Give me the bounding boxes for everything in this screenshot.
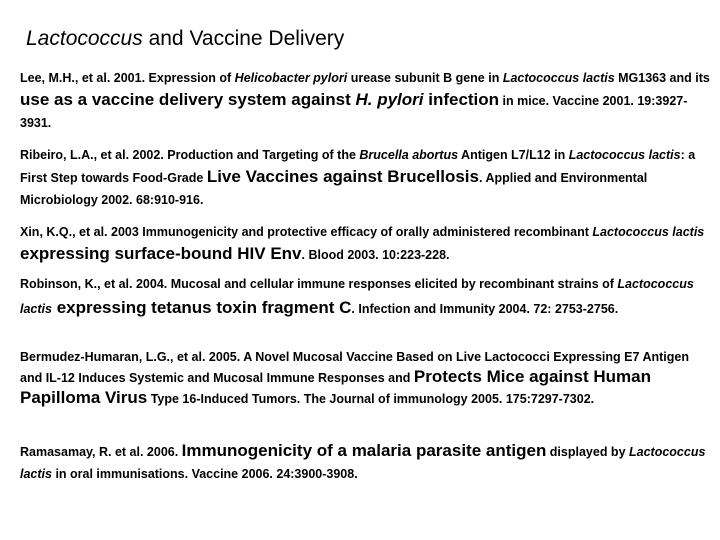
ref-italic: Lactococcus lactis	[568, 148, 681, 162]
ref-text: in mice. Vaccine 2001. 19:3927-3931.	[20, 94, 688, 130]
title-rest: and Vaccine Delivery	[142, 27, 345, 50]
ref-highlight-italic: H. pylori	[355, 90, 424, 109]
ref-text: Lee, M.H., et al. 2001. Expression of	[20, 71, 235, 85]
ref-text: Ribeiro, L.A., et al. 2002. Production and Targeting of the	[20, 148, 360, 162]
ref-italic: Lactococcus lactis	[592, 225, 705, 239]
ref-highlight: Immunogenicity of a malaria parasite antigen	[181, 441, 547, 460]
ref-highlight: infection	[423, 90, 500, 109]
ref-text: : a First Step towards Food-Grade	[20, 148, 696, 185]
ref-text: Type 16-Induced Tumors. The Journal of immunology 2005. 175:7297-7302.	[147, 392, 595, 406]
ref-italic: Lactococcus lactis	[20, 277, 694, 316]
ref-text: Antigen L7/L12 in	[458, 148, 569, 162]
reference-robinson-2004	[20, 273, 710, 321]
ref-italic: Lactococcus lactis	[502, 71, 615, 85]
ref-italic: Helicobacter pylori	[234, 71, 348, 85]
ref-text: urease subunit B gene in	[347, 71, 503, 85]
ref-text: MG1363 and its	[614, 71, 710, 85]
ref-highlight: Live Vaccines against Brucellosis	[206, 167, 479, 186]
ref-highlight: expressing tetanus toxin fragment C	[51, 298, 352, 317]
reference-ribeiro-2002	[20, 144, 710, 211]
ref-italic: Lactococcus lactis	[20, 445, 706, 481]
ref-italic: Brucella abortus	[359, 148, 459, 162]
ref-highlight: expressing surface-bound HIV Env	[20, 244, 302, 263]
reference-lee-2001	[20, 67, 710, 134]
ref-text: . Blood 2003. 10:223-228.	[301, 248, 450, 262]
ref-highlight: use as a vaccine delivery system against	[20, 90, 356, 109]
ref-text: . Infection and Immunity 2004. 72: 2753-2756.	[351, 302, 619, 316]
ref-text: . Applied and Environmental Microbiology 2002. 68:910-916.	[20, 171, 648, 207]
ref-text: Bermudez-Humaran, L.G., et al. 2005. A Novel Mucosal Vaccine Based on Live Lactococci Expressing E7 Antigen and IL-12 Induces Systemic and Mucosal Immune Responses and	[20, 350, 689, 385]
ref-text: displayed by	[546, 445, 629, 459]
reference-ramasamay-2006	[20, 440, 710, 485]
reference-bermudez-humaran-2005	[20, 347, 710, 409]
ref-text: in oral immunisations. Vaccine 2006. 24:3900-3908.	[51, 467, 358, 481]
ref-text: Ramasamay, R. et al. 2006.	[20, 445, 182, 459]
ref-text: Xin, K.Q., et al. 2003 Immunogenicity and protective efficacy of orally administered recombinant	[20, 225, 593, 239]
slide-title	[26, 26, 344, 52]
reference-xin-2003	[20, 220, 710, 266]
ref-highlight: Protects Mice against Human Papilloma Virus	[20, 367, 651, 407]
title-italic-part: Lactococcus	[26, 27, 143, 50]
ref-text: Robinson, K., et al. 2004. Mucosal and cellular immune responses elicited by recombinant strains of	[20, 277, 618, 291]
